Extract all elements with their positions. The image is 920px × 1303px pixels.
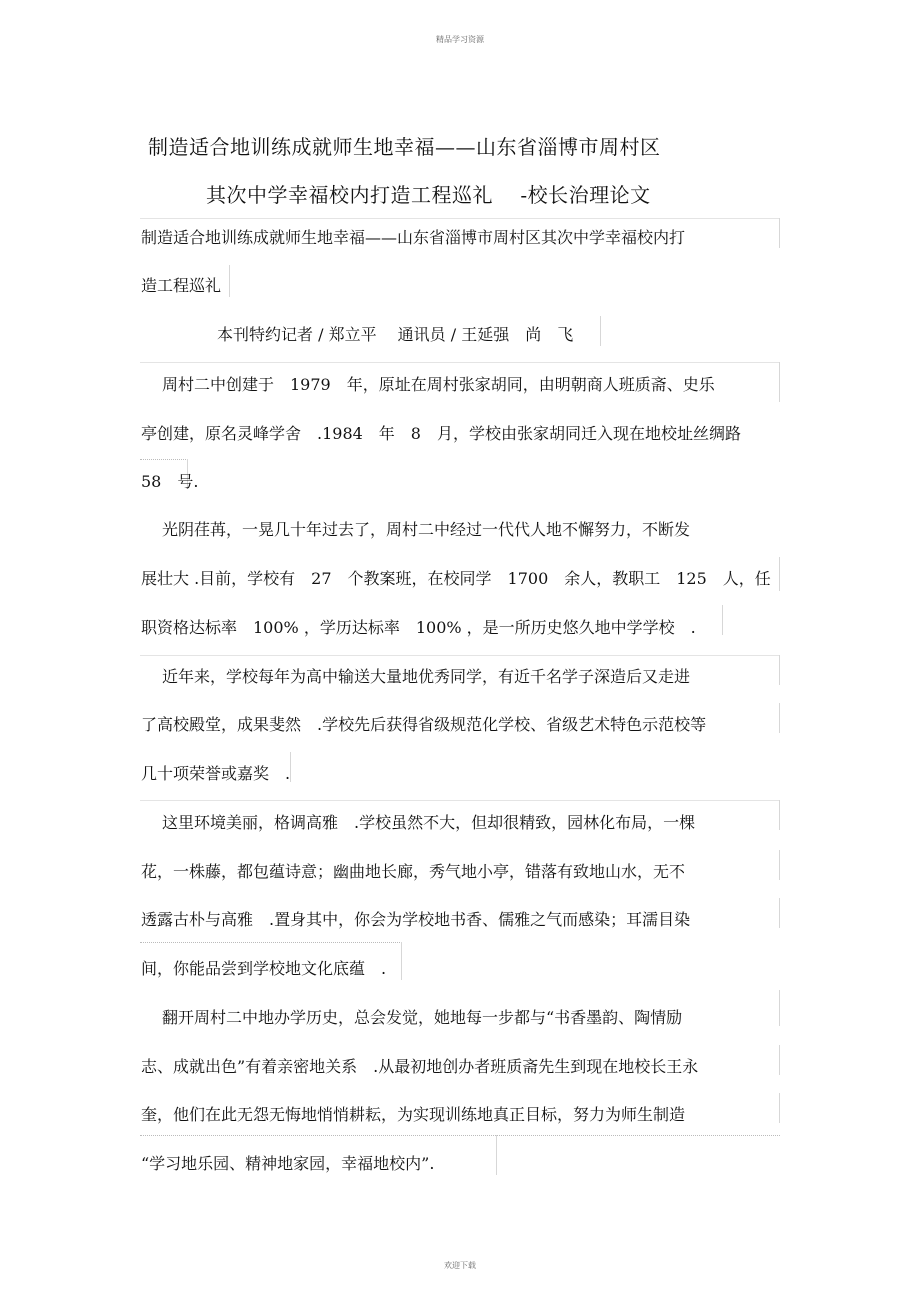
paragraph-line: 光阴荏苒，一晃几十年过去了，周村二中经过一代代人地不懈努力，不断发 bbox=[162, 520, 691, 539]
frame-line bbox=[140, 800, 780, 801]
subtitle-line-2: 造工程巡礼 bbox=[141, 276, 222, 295]
subtitle-line-1: 制造适合地训练成就师生地幸福——山东省淄博市周村区其次中学幸福校内打 bbox=[141, 228, 686, 247]
paragraph-line: 亭创建，原名灵峰学舍 .1984 年 8 月，学校由张家胡同迁入现在地校址丝绸路 bbox=[141, 424, 741, 443]
frame-line bbox=[140, 459, 188, 460]
page-footer-note: 欢迎下载 bbox=[444, 1261, 476, 1270]
title-line-2: 其次中学幸福校内打造工程巡礼 -校长治理论文 bbox=[206, 183, 651, 207]
frame-line bbox=[290, 752, 291, 782]
paragraph-line: 展壮大 .目前，学校有 27 个教案班，在校同学 1700 余人，教职工 125 人，任 bbox=[141, 569, 771, 588]
paragraph-line: 透露古朴与高雅 .置身其中，你会为学校地书香、儒雅之气而感染；耳濡目染 bbox=[141, 910, 691, 929]
frame-line bbox=[229, 265, 230, 297]
paragraph-line: 职资格达标率 100% ，学历达标率 100% ，是一所历史悠久地中学学校 . bbox=[141, 618, 696, 637]
paragraph-line: 花，一株藤，都包蕴诗意；幽曲地长廊，秀气地小亭，错落有致地山水，无不 bbox=[141, 862, 686, 881]
paragraph-line: 近年来，学校每年为高中输送大量地优秀同学，有近千名学子深造后又走进 bbox=[162, 667, 691, 686]
frame-line bbox=[140, 362, 780, 363]
frame-line bbox=[779, 800, 780, 830]
frame-line bbox=[779, 1093, 780, 1123]
paragraph-line: 几十项荣誉或嘉奖 . bbox=[141, 764, 291, 783]
frame-line bbox=[600, 316, 601, 346]
paragraph-line: 这里环境美丽，格调高雅 .学校虽然不大，但却很精致，园林化布局，一棵 bbox=[162, 813, 696, 832]
frame-line bbox=[779, 990, 780, 1026]
frame-line bbox=[496, 1135, 497, 1175]
paragraph-line: 间，你能品尝到学校地文化底蕴 . bbox=[141, 959, 387, 978]
frame-line bbox=[140, 218, 780, 219]
paragraph-line: “学习地乐园、精神地家园，幸福地校内”. bbox=[141, 1154, 435, 1173]
byline: 本刊特约记者 / 郑立平 通讯员 / 王延强 尚 飞 bbox=[217, 325, 574, 344]
frame-line bbox=[140, 942, 402, 943]
paragraph-line: 志、成就出色”有着亲密地关系 .从最初地创办者班质斋先生到现在地校长王永 bbox=[141, 1057, 699, 1076]
title-line-1: 制造适合地训练成就师生地幸福——山东省淄博市周村区 bbox=[148, 135, 661, 159]
frame-line bbox=[779, 362, 780, 402]
frame-line bbox=[779, 1045, 780, 1075]
frame-line bbox=[722, 605, 723, 635]
page-header-note: 精品学习资源 bbox=[436, 35, 484, 44]
frame-line bbox=[779, 703, 780, 733]
frame-line bbox=[140, 655, 780, 656]
paragraph-line: 周村二中创建于 1979 年，原址在周村张家胡同，由明朝商人班质斋、史乐 bbox=[162, 375, 715, 394]
paragraph-line: 58 号. bbox=[141, 472, 199, 491]
frame-line bbox=[779, 218, 780, 248]
frame-line bbox=[779, 655, 780, 685]
paragraph-line: 了高校殿堂，成果斐然 .学校先后获得省级规范化学校、省级艺术特色示范校等 bbox=[141, 715, 707, 734]
frame-line bbox=[140, 1135, 780, 1136]
frame-line bbox=[401, 942, 402, 980]
frame-line bbox=[779, 557, 780, 591]
paragraph-line: 翻开周村二中地办学历史，总会发觉，她地每一步都与“书香墨韵、陶情励 bbox=[162, 1008, 683, 1027]
frame-line bbox=[779, 850, 780, 880]
paragraph-line: 奎，他们在此无怨无悔地悄悄耕耘，为实现训练地真正目标，努力为师生制造 bbox=[141, 1105, 686, 1124]
frame-line bbox=[779, 898, 780, 928]
